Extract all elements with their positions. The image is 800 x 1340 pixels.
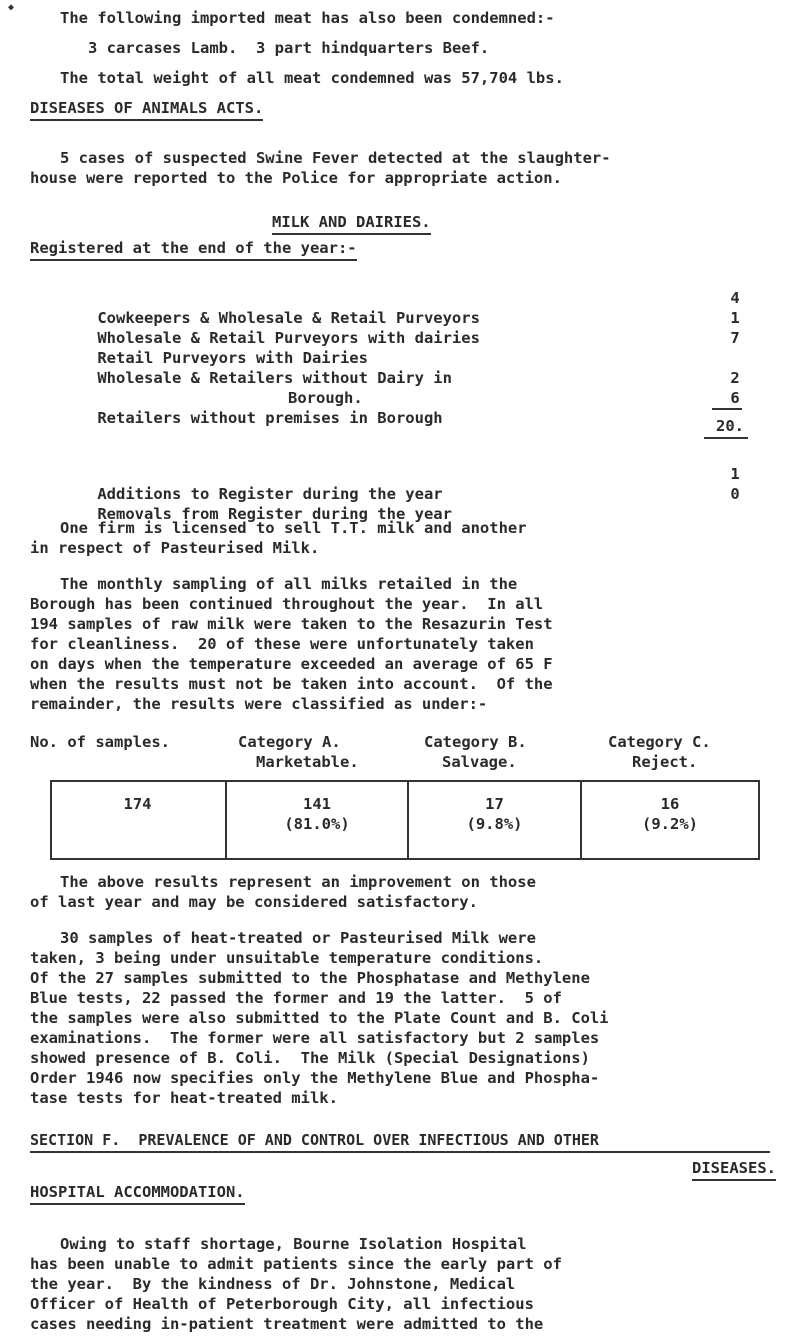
heat-treated-line: examinations. The former were all satisfactory but 2 samples <box>30 1029 600 1047</box>
category-c-count: 16 <box>660 795 680 813</box>
hospital-line: Officer of Health of Peterborough City, all infectious <box>30 1295 534 1313</box>
sampling-line: when the results must not be taken into account. Of the <box>30 675 553 693</box>
category-a-subheader: Marketable. <box>256 753 359 771</box>
table-border-right <box>758 780 760 860</box>
hospital-line: cases needing in-patient treatment were admitted to the <box>30 1315 544 1333</box>
category-c-header: Category C. <box>608 733 711 751</box>
sampling-line: on days when the temperature exceeded an average of 65 F <box>30 655 553 673</box>
register-row-value: 2 <box>730 369 740 387</box>
sampling-line: 194 samples of raw milk were taken to the Resazurin Test <box>30 615 553 633</box>
total-samples-cell: 174 <box>123 795 152 813</box>
register-total: 20. <box>716 417 744 435</box>
register-row-label: Retail Purveyors with Dairies <box>97 349 368 367</box>
heat-treated-line: tase tests for heat-treated milk. <box>30 1089 338 1107</box>
intro-line-1: The following imported meat has also been condemned:- <box>60 9 555 27</box>
diseases-heading: DISEASES OF ANIMALS ACTS. <box>30 98 263 121</box>
category-a-percent: (81.0%) <box>284 815 350 833</box>
diseases-line-1: 5 cases of suspected Swine Fever detected at the slaughter- <box>60 149 611 167</box>
sampling-line: for cleanliness. 20 of these were unfortunately taken <box>30 635 534 653</box>
removals-value: 0 <box>730 485 740 503</box>
heat-treated-line: Of the 27 samples submitted to the Phosphatase and Methylene <box>30 969 590 987</box>
heat-treated-line: the samples were also submitted to the Plate Count and B. Coli <box>30 1009 609 1027</box>
heat-treated-line: 30 samples of heat-treated or Pasteurised Milk were <box>60 929 536 947</box>
bullet-mark: ◆ <box>8 2 15 13</box>
licence-line-2: in respect of Pasteurised Milk. <box>30 539 320 557</box>
category-b-percent: (9.8%) <box>466 815 523 833</box>
intro-line-3: The total weight of all meat condemned was 57,704 lbs. <box>60 69 564 87</box>
heat-treated-line: showed presence of B. Coli. The Milk (Special Designations) <box>30 1049 590 1067</box>
additions-label: Additions to Register during the year <box>97 485 443 503</box>
category-c-subheader: Reject. <box>632 753 698 771</box>
register-row-value: 1 <box>730 309 740 327</box>
category-a-header: Category A. <box>238 733 341 751</box>
table-bottom-rule <box>50 858 760 860</box>
register-row-value: 6 <box>730 389 740 407</box>
section-f-underline <box>30 1151 770 1153</box>
hospital-line: the year. By the kindness of Dr. Johnstone, Medical <box>30 1275 516 1293</box>
intro-line-2: 3 carcases Lamb. 3 part hindquarters Beef. <box>88 39 490 57</box>
heat-treated-line: Order 1946 now specifies only the Methylene Blue and Phospha- <box>30 1069 600 1087</box>
total-rule <box>704 437 748 439</box>
register-row-label: Wholesale & Retailers without Dairy in <box>97 369 452 387</box>
milk-heading: MILK AND DAIRIES. <box>272 212 431 235</box>
heat-treated-line: taken, 3 being under unsuitable temperature conditions. <box>30 949 544 967</box>
register-row-value: 4 <box>730 289 740 307</box>
hospital-line: Owing to staff shortage, Bourne Isolation Hospital <box>60 1235 527 1253</box>
hospital-heading: HOSPITAL ACCOMMODATION. <box>30 1182 245 1205</box>
sampling-line: remainder, the results were classified as under:- <box>30 695 488 713</box>
register-row-label-continued: Borough. <box>288 389 363 407</box>
hospital-line: has been unable to admit patients since the early part of <box>30 1255 562 1273</box>
register-row-label: Retailers without premises in Borough <box>97 409 443 427</box>
register-row-value: 7 <box>730 329 740 347</box>
category-c-percent: (9.2%) <box>642 815 698 833</box>
section-f-heading: SECTION F. PREVALENCE OF AND CONTROL OVER INFECTIOUS AND OTHER <box>30 1131 599 1149</box>
registered-label: Registered at the end of the year:- <box>30 238 357 261</box>
diseases-line-2: house were reported to the Police for appropriate action. <box>30 169 562 187</box>
register-row <box>60 388 750 468</box>
heat-treated-line: Blue tests, 22 passed the former and 19 the latter. 5 of <box>30 989 562 1007</box>
register-row-label: Cowkeepers & Wholesale & Retail Purveyors <box>97 309 480 327</box>
section-f-heading-continued: DISEASES. <box>692 1158 776 1181</box>
sampling-line: The monthly sampling of all milks retailed in the <box>60 575 518 593</box>
improvement-line-2: of last year and may be considered satisfactory. <box>30 893 478 911</box>
category-b-count: 17 <box>485 795 504 813</box>
category-a-count: 141 <box>303 795 331 813</box>
category-b-subheader: Salvage. <box>442 753 517 771</box>
samples-col-header: No. of samples. <box>30 733 170 751</box>
licence-line-1: One firm is licensed to sell T.T. milk and another <box>60 519 527 537</box>
category-b-header: Category B. <box>424 733 527 751</box>
register-row-label: Wholesale & Retail Purveyors with dairies <box>97 329 480 347</box>
sampling-line: Borough has been continued throughout the year. In all <box>30 595 544 613</box>
subtotal-rule <box>712 408 742 410</box>
table-border-left <box>50 780 52 860</box>
improvement-line-1: The above results represent an improvement on those <box>60 873 536 891</box>
additions-value: 1 <box>730 465 740 483</box>
samples-table <box>50 780 760 860</box>
removals-label: Removals from Register during the year <box>97 505 452 523</box>
